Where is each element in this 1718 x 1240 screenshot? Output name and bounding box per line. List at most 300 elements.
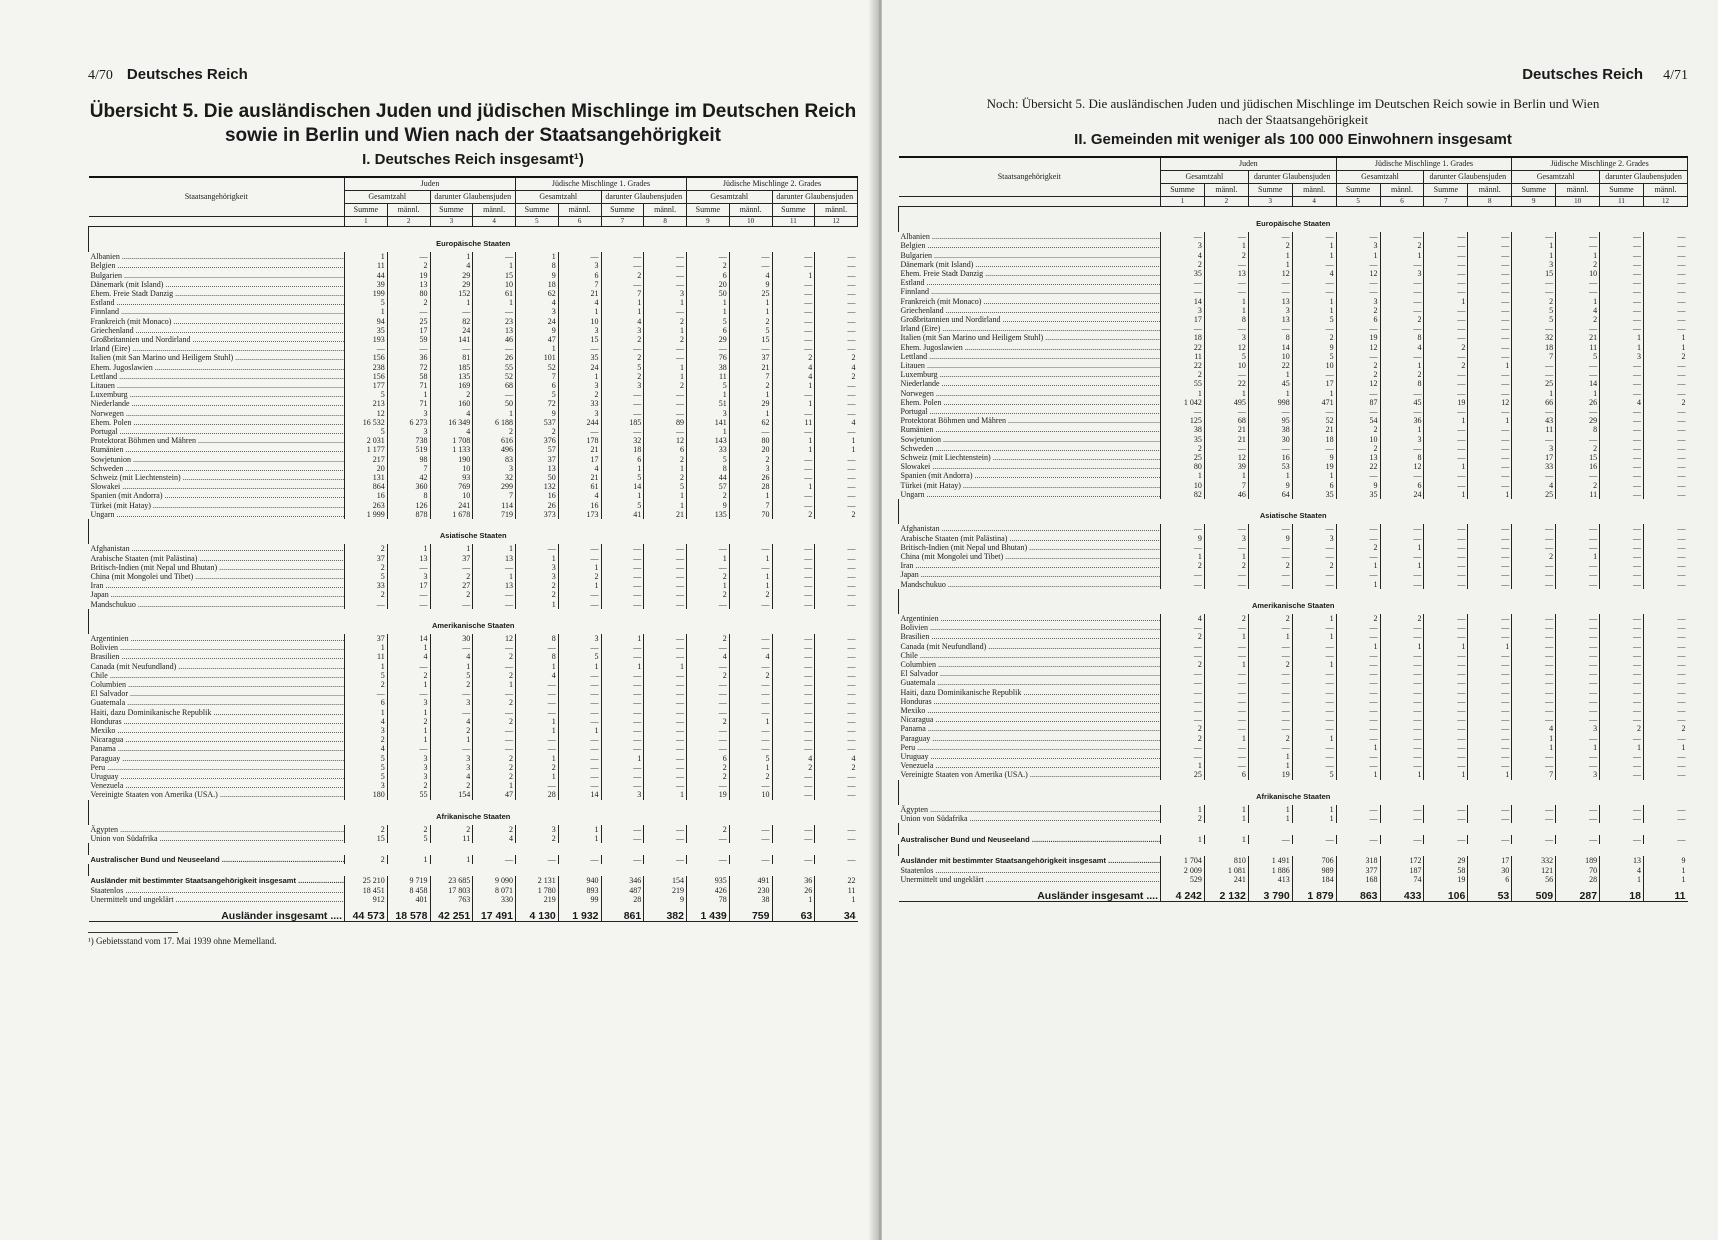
cell-value: — [1643,370,1687,379]
measure-male: männl. [1556,184,1600,197]
cell-value: — [772,590,815,599]
cell-value: 1 [644,491,687,500]
cell-value: 1 [1380,251,1424,260]
row-label [89,600,345,609]
group-header-g1: Juden [345,177,516,191]
right-table-header [899,157,1688,207]
cell-value: 35 [1336,490,1380,499]
cell-value: 1 [601,634,644,643]
cell-value: 1 [1556,251,1600,260]
cell-value: 50 [516,473,559,482]
row-label [89,662,345,671]
cell-value: — [1204,678,1248,687]
cell-value: 3 [387,763,430,772]
cell-value: — [430,708,473,717]
cell-value: 11 [815,886,858,895]
cell-value: 1 [1292,297,1336,306]
cell-value: 1 [1248,370,1292,379]
cell-value: 66 [1512,398,1556,407]
cell-value: 3 [729,464,772,473]
cell-value: 199 [345,289,388,298]
cell-value: — [1380,688,1424,697]
cell-value: — [772,335,815,344]
cell-value: 1 [1161,552,1205,561]
cell-value: 6 [687,326,730,335]
cell-value: 11 [1556,343,1600,352]
cell-value: — [1248,324,1292,333]
cell-value: 14 [1161,297,1205,306]
row-label-text: Niederlande ..... [901,379,1161,388]
cell-value: 3 [516,825,559,834]
table-row [89,455,858,464]
cell-value: 52 [1292,416,1336,425]
cell-value: — [1424,724,1468,733]
cell-value: — [1424,814,1468,823]
cell-value: — [558,671,601,680]
row-label-text: Mexiko ..... [901,706,1161,715]
table-row [899,524,1688,533]
cell-value: 71 [387,381,430,390]
cell-value: 12 [1248,269,1292,278]
cell-value: — [1161,580,1205,589]
cell-value: — [1643,734,1687,743]
cell-value: — [1512,642,1556,651]
cell-value: — [1512,688,1556,697]
row-label-text: China (mit Mongolei und Tibet) ..... [901,552,1161,561]
cell-value: 10 [1161,481,1205,490]
cell-value: — [601,744,644,753]
row-label [89,834,345,843]
cell-value: — [1600,324,1644,333]
cell-value: 1 [729,491,772,500]
cell-value: 2 [345,855,388,864]
row-label-text: Sowjetunion ..... [91,455,345,464]
cell-value: — [1292,743,1336,752]
cell-value: — [772,652,815,661]
row-label-text: Union von Südafrika ..... [901,814,1161,823]
cell-value: 68 [473,381,516,390]
table-row [899,278,1688,287]
cell-value: — [1600,534,1644,543]
row-label-text: Britisch-Indien (mit Nepal und Bhutan) ..... [901,543,1161,552]
cell-value: 5 [387,834,430,843]
cell-value: — [1556,805,1600,814]
cell-value: 5 [1512,315,1556,324]
cell-value: 5 [345,298,388,307]
cell-value: 25 [387,317,430,326]
cell-value: 95 [1248,416,1292,425]
cell-value: — [1380,524,1424,533]
row-label-text: Luxemburg ..... [901,370,1161,379]
cell-value: 8 [1380,333,1424,342]
cell-value: 1 [387,708,430,717]
cell-value: 98 [387,455,430,464]
table-row [899,534,1688,543]
table-row [89,307,858,316]
cell-value: 2 [1204,561,1248,570]
measure-sum: Summe [1336,184,1380,197]
row-label [899,743,1161,752]
cell-value: 1 [1248,761,1292,770]
cell-value: 41 [601,510,644,519]
cell-value: 1 [473,298,516,307]
table-row [899,490,1688,499]
row-label-text: Frankreich (mit Monaco) ..... [91,317,345,326]
row-label-text: Haiti, dazu Dominikanische Republik ..... [91,708,345,717]
cell-value: — [1643,287,1687,296]
cell-value: — [1204,623,1248,632]
row-label-text: Afghanistan ..... [91,544,345,553]
measure-male: männl. [644,204,687,217]
cell-value: — [558,590,601,599]
row-label-text: Bolivien ..... [91,643,345,652]
cell-value: — [1380,552,1424,561]
table-row [899,580,1688,589]
cell-value: 3 [345,781,388,790]
right-page [882,0,1718,1240]
cell-value: — [1643,623,1687,632]
cell-value: 81 [430,353,473,362]
cell-value: 1 [729,307,772,316]
cell-value: — [815,834,858,843]
cell-value: — [815,307,858,316]
cell-value: — [1512,752,1556,761]
cell-value: — [1424,835,1468,844]
cell-value: — [644,643,687,652]
cell-value: 3 [601,326,644,335]
cell-value: 4 [430,409,473,418]
group-header-g3: Jüdische Mischlinge 2. Grades [687,177,858,191]
cell-value: 2 132 [1204,884,1248,902]
cell-value: — [1380,352,1424,361]
cell-value: 330 [473,895,516,904]
cell-value: 19 [687,790,730,799]
cell-value: — [1248,706,1292,715]
cell-value: 1 [1512,389,1556,398]
row-label [899,697,1161,706]
table-row [899,706,1688,715]
row-label-text: Chile ..... [901,651,1161,660]
cell-value: 32 [1512,333,1556,342]
cell-value: — [815,634,858,643]
cell-value: — [1468,534,1512,543]
table-row [899,614,1688,623]
table-row [89,886,858,895]
cell-value: 11 [772,418,815,427]
cell-value: 46 [473,335,516,344]
cell-value: — [516,698,559,707]
cell-value: 11 [345,261,388,270]
cell-value: 24 [430,326,473,335]
cell-value: 87 [1336,398,1380,407]
cell-value: — [1424,651,1468,660]
cell-value: 2 [772,353,815,362]
cell-value: — [430,563,473,572]
cell-value: — [601,726,644,735]
row-label-text: Estland ..... [901,278,1161,287]
cell-value: — [558,544,601,553]
row-label [89,464,345,473]
cell-value: — [1512,370,1556,379]
cell-value: 17 [558,455,601,464]
cell-value: 5 [1556,352,1600,361]
cell-value: — [1248,407,1292,416]
cell-value: 1 [601,662,644,671]
cell-value: — [729,834,772,843]
cell-value: — [1600,306,1644,315]
cell-value: 2 [473,717,516,726]
measure-male: männl. [558,204,601,217]
column-number: 5 [516,217,559,227]
cell-value: — [1161,407,1205,416]
cell-value: 9 [687,501,730,510]
table-row [89,744,858,753]
cell-value: 2 [345,680,388,689]
cell-value: — [1380,743,1424,752]
cell-value: — [1512,580,1556,589]
cell-value: 940 [558,876,601,885]
cell-value: — [473,590,516,599]
cell-value: 16 [1248,453,1292,462]
cell-value: 5 [345,427,388,436]
stub-header: Staatsangehörigkeit [89,177,345,217]
cell-value: — [1204,543,1248,552]
cell-value: — [1292,678,1336,687]
cell-value: — [729,643,772,652]
measure-sum: Summe [1424,184,1468,197]
cell-value: 1 [1161,389,1205,398]
cell-value: — [1468,425,1512,434]
table-row [899,875,1688,884]
cell-value: 131 [345,473,388,482]
table-row [899,343,1688,352]
cell-value: 2 [1424,361,1468,370]
cell-value: — [1380,734,1424,743]
cell-value: 10 [1336,435,1380,444]
column-number: 8 [644,217,687,227]
cell-value: — [1643,361,1687,370]
cell-value: 125 [1161,416,1205,425]
table-row [899,761,1688,770]
column-number: 8 [1468,197,1512,207]
row-label [89,427,345,436]
cell-value: — [1556,407,1600,416]
cell-value: — [1600,669,1644,678]
cell-value: 2 [1336,444,1380,453]
left-title-line1: Übersicht 5. Die ausländischen Juden und jüdischen Mischlinge im Deutschen Reich [89,101,857,122]
cell-value: 1 [1380,561,1424,570]
cell-value: 28 [1556,875,1600,884]
row-label-text: Unermittelt und ungeklärt ..... [901,875,1161,884]
row-label [89,855,345,864]
cell-value: — [1643,462,1687,471]
cell-value: — [1424,623,1468,632]
row-label-text: Norwegen ..... [91,409,345,418]
cell-value: — [1468,743,1512,752]
row-label-text: Australischer Bund und Neuseeland ..... [901,835,1161,844]
table-row [89,482,858,491]
cell-value: 2 [815,510,858,519]
section-heading: Afrikanische Staaten [899,780,1688,805]
cell-value: 1 [815,895,858,904]
table-row [89,772,858,781]
cell-value: 135 [687,510,730,519]
cell-value: — [1424,269,1468,278]
cell-value: — [1468,324,1512,333]
cell-value: — [1204,444,1248,453]
cell-value: — [772,708,815,717]
cell-value: 213 [345,399,388,408]
cell-value: 4 [473,834,516,843]
cell-value: 25 [1512,379,1556,388]
cell-value: 3 [1600,352,1644,361]
cell-value: — [601,781,644,790]
cell-value: 1 [1600,875,1644,884]
cell-value: 18 [601,445,644,454]
cell-value: 2 [558,572,601,581]
row-label-text: Ehem. Freie Stadt Danzig ..... [91,289,345,298]
cell-value: 13 [1248,315,1292,324]
row-label [89,671,345,680]
cell-value: 4 [1512,724,1556,733]
column-number: 4 [473,217,516,227]
row-label [89,473,345,482]
table-row [899,352,1688,361]
subheader-total: Gesamtzahl [345,191,431,204]
cell-value: — [1380,814,1424,823]
cell-value: — [601,763,644,772]
cell-value: 21 [1556,333,1600,342]
cell-value: 25 [729,289,772,298]
cell-value: 9 [1161,534,1205,543]
cell-value: — [558,643,601,652]
row-label [89,335,345,344]
cell-value: — [1204,278,1248,287]
cell-value: — [687,689,730,698]
cell-value: — [601,855,644,864]
cell-value: — [1424,324,1468,333]
cell-value: — [1556,761,1600,770]
cell-value: — [1380,287,1424,296]
cell-value: — [1468,471,1512,480]
row-label [89,455,345,464]
cell-value: 3 [558,409,601,418]
cell-value: 3 [516,307,559,316]
cell-value: 2 [387,261,430,270]
cell-value: — [1643,835,1687,844]
cell-value: 4 [430,717,473,726]
cell-value: — [473,344,516,353]
cell-value: — [1600,678,1644,687]
cell-value: 1 [1292,660,1336,669]
row-label-text: Argentinien ..... [91,634,345,643]
cell-value: 706 [1292,856,1336,865]
row-label-text: Vereinigte Staaten von Amerika (USA.) ..... [91,790,345,799]
cell-value: — [1556,241,1600,250]
table-row [89,652,858,661]
row-label [89,781,345,790]
cell-value: 1 [516,772,559,781]
cell-value: — [729,544,772,553]
cell-value: 11 [1161,352,1205,361]
cell-value: — [1468,260,1512,269]
cell-value: 47 [473,790,516,799]
cell-value: 187 [1380,866,1424,875]
cell-value: 1 [473,572,516,581]
cell-value: — [1336,623,1380,632]
cell-value: 2 [387,717,430,726]
cell-value: 6 [1380,481,1424,490]
right-subtitle: II. Gemeinden mit weniger als 100 000 Einwohnern insgesamt [1074,131,1512,148]
cell-value: 2 [1336,614,1380,623]
cell-value: 14 [1556,379,1600,388]
cell-value: 21 [1292,425,1336,434]
table-row [899,623,1688,632]
cell-value: — [558,344,601,353]
cell-value: 4 242 [1161,884,1205,902]
cell-value: — [1643,770,1687,779]
cell-value: 2 [345,590,388,599]
cell-value: — [1643,524,1687,533]
cell-value: 1 [687,581,730,590]
cell-value: 4 [815,754,858,763]
row-label-text: Türkei (mit Hatay) ..... [901,481,1161,490]
cell-value: 2 [473,772,516,781]
table-row [89,344,858,353]
cell-value: — [1643,416,1687,425]
row-label [899,260,1161,269]
cell-value: — [644,590,687,599]
cell-value: 2 [1643,724,1687,733]
cell-value: — [1424,561,1468,570]
cell-value: — [1643,232,1687,241]
cell-value: — [516,855,559,864]
cell-value: 18 [1512,343,1556,352]
cell-value: — [1248,444,1292,453]
cell-value: 1 [644,790,687,799]
cell-value: 1 [1204,471,1248,480]
cell-value: 184 [1292,875,1336,884]
table-row [89,464,858,473]
cell-value: 18 [1600,884,1644,902]
section-heading: Asiatische Staaten [899,499,1688,524]
cell-value: 5 [687,455,730,464]
row-label-text: Mandschukuo ..... [901,580,1161,589]
row-label-text: Staatenlos ..... [901,866,1161,875]
cell-value: — [1204,407,1248,416]
row-label-text: Canada (mit Neufundland) ..... [91,662,345,671]
cell-value: — [1643,632,1687,641]
row-label-text: Mandschukuo ..... [91,600,345,609]
cell-value: 1 [1336,251,1380,260]
cell-value: 30 [1248,435,1292,444]
cell-value: — [1468,752,1512,761]
cell-value: 2 [1161,370,1205,379]
row-label-text: Ägypten ..... [91,825,345,834]
cell-value: 1 [1292,614,1336,623]
cell-value: — [1292,623,1336,632]
cell-value: 72 [387,363,430,372]
cell-value: — [772,544,815,553]
cell-value: — [1600,552,1644,561]
cell-value: — [601,652,644,661]
cell-value: — [1556,435,1600,444]
cell-value: 5 [430,671,473,680]
table-row [899,389,1688,398]
row-label [899,770,1161,779]
cell-value: — [387,344,430,353]
cell-value: — [1424,278,1468,287]
